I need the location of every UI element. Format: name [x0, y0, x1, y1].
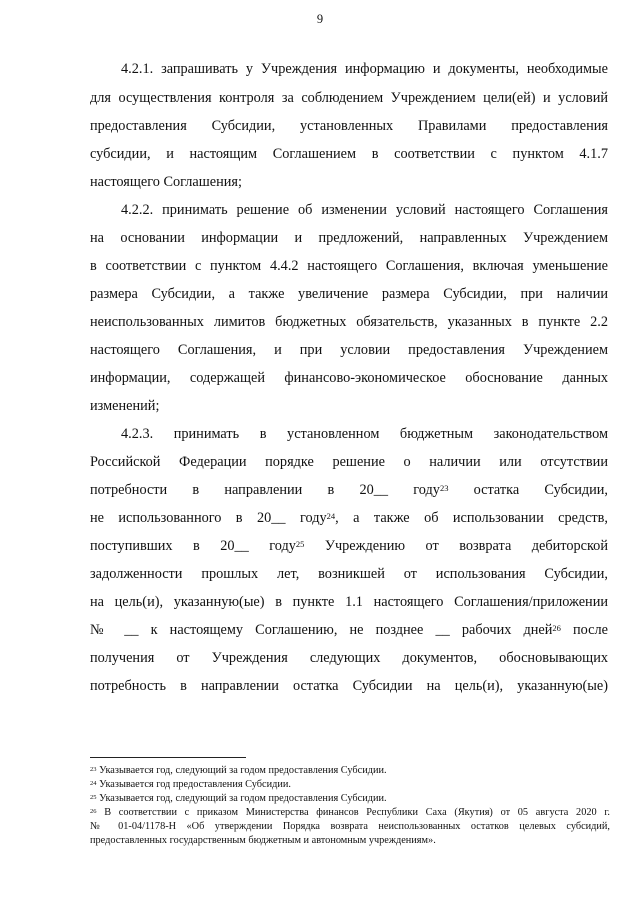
text-line: на цель(и), указанную(ые) в пункте 1.1 настоящего Соглашения/приложении [90, 594, 608, 610]
text-line: неиспользованных лимитов бюджетных обязательств, указанных в пункте 2.2 [90, 314, 608, 330]
footnote [90, 792, 610, 805]
text-fragment: не использованного в 20__ году [90, 510, 327, 526]
text-line: получения от Учреждения следующих документов, обосновывающих [90, 650, 608, 666]
text-line: размера Субсидии, а также увеличение размера Субсидии, при наличии [90, 286, 608, 302]
text-line: для осуществления контроля за соблюдением Учреждением цели(ей) и условий [90, 90, 608, 106]
text-line: Российской Федерации порядке решение о наличии или отсутствии [90, 454, 608, 470]
text-line: информации, содержащей финансово-экономическое обоснование данных [90, 370, 608, 386]
footnote-number: 25 [90, 794, 97, 801]
footnote-number: 26 [90, 808, 97, 815]
text-fragment: после [560, 622, 608, 638]
footnote [90, 806, 610, 819]
footnote-text: Указывается год предоставления Субсидии. [96, 779, 291, 790]
footnote-ref: 24 [326, 511, 336, 521]
text-fragment: № __ к настоящему Соглашению, не позднее __ рабочих дней [90, 622, 553, 638]
text-line: на основании информации и предложений, направленных Учреждением [90, 230, 608, 246]
text-line: субсидии, и настоящим Соглашением в соответствии с пунктом 4.1.7 [90, 146, 608, 162]
footnote-separator [90, 757, 246, 758]
text-line: настоящего Соглашения; [90, 174, 242, 190]
footnote-text: Указывается год, следующий за годом предоставления Субсидии. [96, 793, 387, 804]
text-fragment: Учреждению от возврата дебиторской [304, 538, 608, 554]
text-line [90, 621, 608, 639]
page-number: 9 [316, 12, 324, 26]
text-line: настоящего Соглашения, и при условии предоставления Учреждением [90, 342, 608, 358]
footnote-ref: 26 [552, 623, 561, 633]
footnote-ref: 25 [295, 539, 305, 549]
text-line: 4.2.2. принимать решение об изменении условий настоящего Соглашения [121, 202, 608, 218]
text-line [90, 537, 608, 555]
text-line: задолженности прошлых лет, возникшей от использования Субсидии, [90, 566, 608, 582]
text-fragment: потребности в направлении в 20__ году [90, 482, 440, 498]
text-line: 4.2.3. принимать в установленном бюджетным законодательством [121, 426, 608, 442]
footnote [90, 764, 610, 777]
text-line [90, 481, 608, 499]
text-fragment: остатка Субсидии, [448, 482, 608, 498]
text-line: 4.2.1. запрашивать у Учреждения информацию и документы, необходимые [121, 61, 608, 77]
text-fragment: , а также об использовании средств, [335, 510, 608, 526]
footnote-text: Указывается год, следующий за годом предоставления Субсидии. [96, 765, 387, 776]
footnote-number: 24 [90, 780, 97, 787]
text-fragment: поступивших в 20__ году [90, 538, 296, 554]
text-line: предоставления Субсидии, установленных Правилами предоставления [90, 118, 608, 134]
footnote [90, 778, 610, 791]
footnote-text: В соответствии с приказом Министерства финансов Республики Саха (Якутия) от 05 августа 2020 г. [96, 807, 610, 818]
footnote-continuation: № 01-04/1178-Н «Об утверждении Порядка возврата неиспользованных остатков целевых субсидий, [90, 821, 610, 832]
footnote-ref: 23 [439, 483, 449, 493]
text-line: изменений; [90, 398, 160, 414]
footnote-continuation: предоставленных государственным бюджетным и автономным учреждениям». [90, 835, 436, 846]
text-line: потребность в направлении остатка Субсидии на цель(и), указанную(ые) [90, 678, 608, 694]
footnote-number: 23 [90, 766, 97, 773]
text-line: в соответствии с пунктом 4.4.2 настоящего Соглашения, включая уменьшение [90, 258, 608, 274]
text-line [90, 509, 608, 527]
